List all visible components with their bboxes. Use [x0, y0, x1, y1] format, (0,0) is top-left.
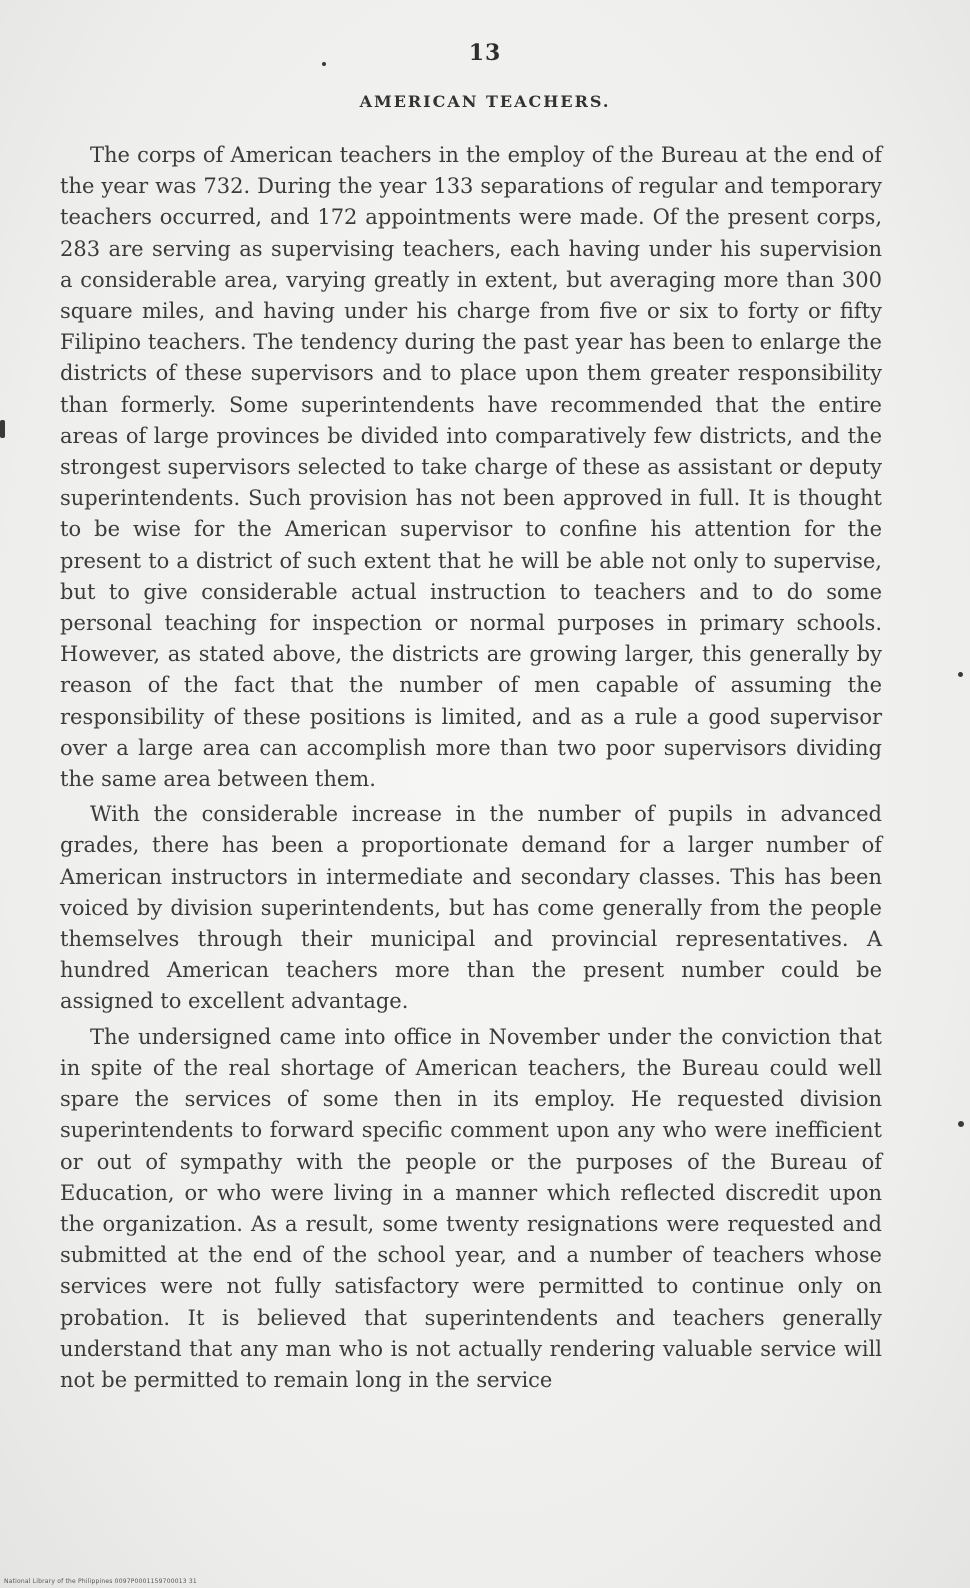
- body-text: [60, 140, 882, 1400]
- paragraph-1: The corps of American teachers in the employ of the Bureau at the end of the year was 732. During the year 133 separations of regular and temporary teachers occurred, and 172 appointments were made. Of the present corps, 283 are serving as supervising teachers, each having under his supervision a considerable area, varying greatly in extent, but averaging more than 300 square miles, and having under his charge from five or six to forty or fifty Filipino teachers. The tendency during the past year has been to enlarge the districts of these supervisors and to place upon them greater responsibility than formerly. Some superintendents have recommended that the entire areas of large provinces be divided into comparatively few districts, and the strongest supervisors selected to take charge of these as assistant or deputy superintendents. Such provision has not been approved in full. It is thought to be wise for the American supervisor to confine his attention for the present to a district of such extent that he will be able not only to supervise, but to give considerable actual instruction to teachers and to do some personal teaching for inspection or normal purposes in primary schools. However, as stated above, the districts are growing larger, this generally by reason of the fact that the number of men capable of assuming the responsibility of these positions is limited, and as a rule a good supervisor over a large area can accomplish more than two poor supervisors dividing the same area between them.: [60, 143, 882, 792]
- archive-stamp: National Library of the Philippines 0097P0001159700013 31: [4, 1578, 197, 1585]
- paragraph-3: The undersigned came into office in November under the conviction that in spite of the real shortage of American teachers, the Bureau could well spare the services of some then in its employ. He requested division superintendents to forward specific comment upon any who were inefficient or out of sympathy with the people or the purposes of the Bureau of Education, or who were living in a manner which reflected discredit upon the organization. As a result, some twenty resignations were requested and submitted at the end of the school year, and a number of teachers whose services were not fully satisfactory were permitted to continue only on probation. It is believed that superintendents and teachers generally understand that any man who is not actually rendering valuable service will not be permitted to remain long in the service: [60, 1024, 882, 1392]
- paragraph-2: With the considerable increase in the number of pupils in advanced grades, there has been a proportionate demand for a larger number of American instructors in intermediate and secondary classes. This has been voiced by division superintendents, but has come generally from the people themselves through their municipal and provincial representatives. A hundred American teachers more than the present number could be assigned to excellent advantage.: [60, 802, 882, 1014]
- section-heading: AMERICAN TEACHERS.: [359, 92, 611, 111]
- margin-mark-right-lower: [958, 1121, 964, 1127]
- page-number: 13: [468, 40, 502, 66]
- margin-mark-left: [0, 420, 5, 438]
- speck-mark: [322, 62, 326, 66]
- margin-mark-right: [958, 672, 963, 677]
